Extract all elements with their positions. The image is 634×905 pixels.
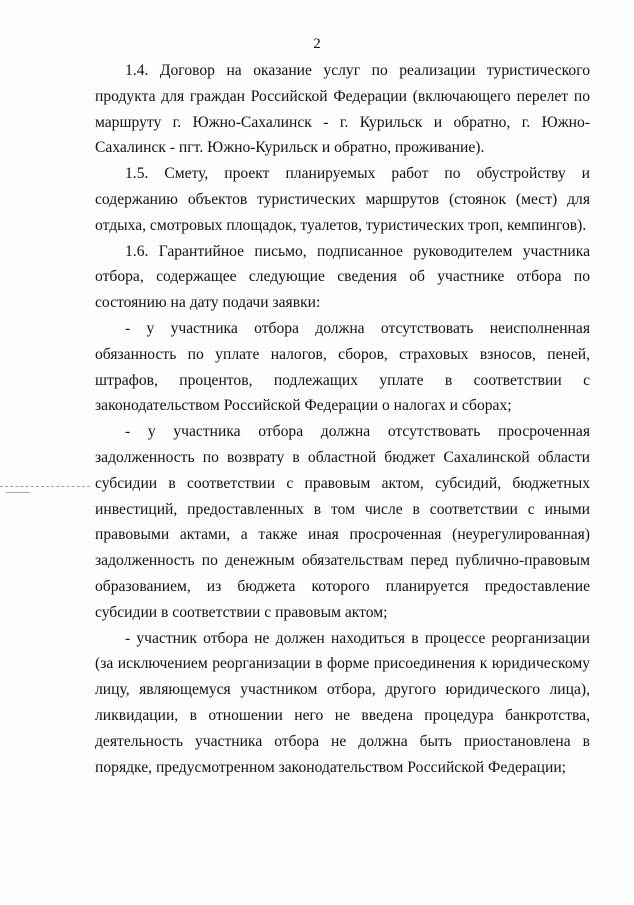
paragraph-tax-obligation: - у участника отбора должна отсутствовать неисполненная обязанность по уплате налогов, сборов, страховых взносов, пеней, штрафов, процентов, подлежащих уплате в соответствии с законодательством Российской Федерации о налогах и сборах;: [95, 319, 590, 415]
document-body: [95, 58, 590, 780]
page-number: 2: [313, 36, 321, 52]
scan-margin-mark: [0, 486, 90, 491]
scan-margin-mark-small: [6, 492, 30, 493]
paragraph-1-5: 1.5. Смету, проект планируемых работ по обустройству и содержанию объектов туристических маршрутов (стоянок (мест) для отдыха, смотровых площадок, туалетов, туристических троп, кемпингов).: [95, 165, 590, 234]
paragraph-reorganization: - участник отбора не должен находиться в процессе реорганизации (за исключением реорганизации в форме присоединения к юридическому лицу, являющемуся участником отбора, другого юридического лица), ликвидации, в отношении него не введена процедура банкротства, деятельность участника отбора не должна быть приостановлена в порядке, предусмотренном законодательством Российской Федерации;: [95, 629, 590, 776]
paragraph-1-4: 1.4. Договор на оказание услуг по реализации туристического продукта для граждан Российской Федерации (включающего перелет по маршруту г. Южно-Сахалинск - г. Курильск и обратно, г. Южно-Сахалинск - пгт. Южно-Курильск и обратно, проживание).: [95, 62, 590, 157]
paragraph-overdue-debt: - у участника отбора должна отсутствовать просроченная задолженность по возврату в областной бюджет Сахалинской области субсидии в соответствии с правовым актом, субсидий, бюджетных инвестиций, предоставленных в том числе в соответствии с иными правовыми актами, а также иная просроченная (неурегулированная) задолженность по денежным обязательствам перед публично-правовым образованием, из бюджета которого планируется предоставление субсидии в соответствии с правовым актом;: [95, 423, 590, 621]
paragraph-1-6: 1.6. Гарантийное письмо, подписанное руководителем участника отбора, содержащее следующие сведения об участнике отбора по состоянию на дату подачи заявки:: [95, 242, 590, 312]
